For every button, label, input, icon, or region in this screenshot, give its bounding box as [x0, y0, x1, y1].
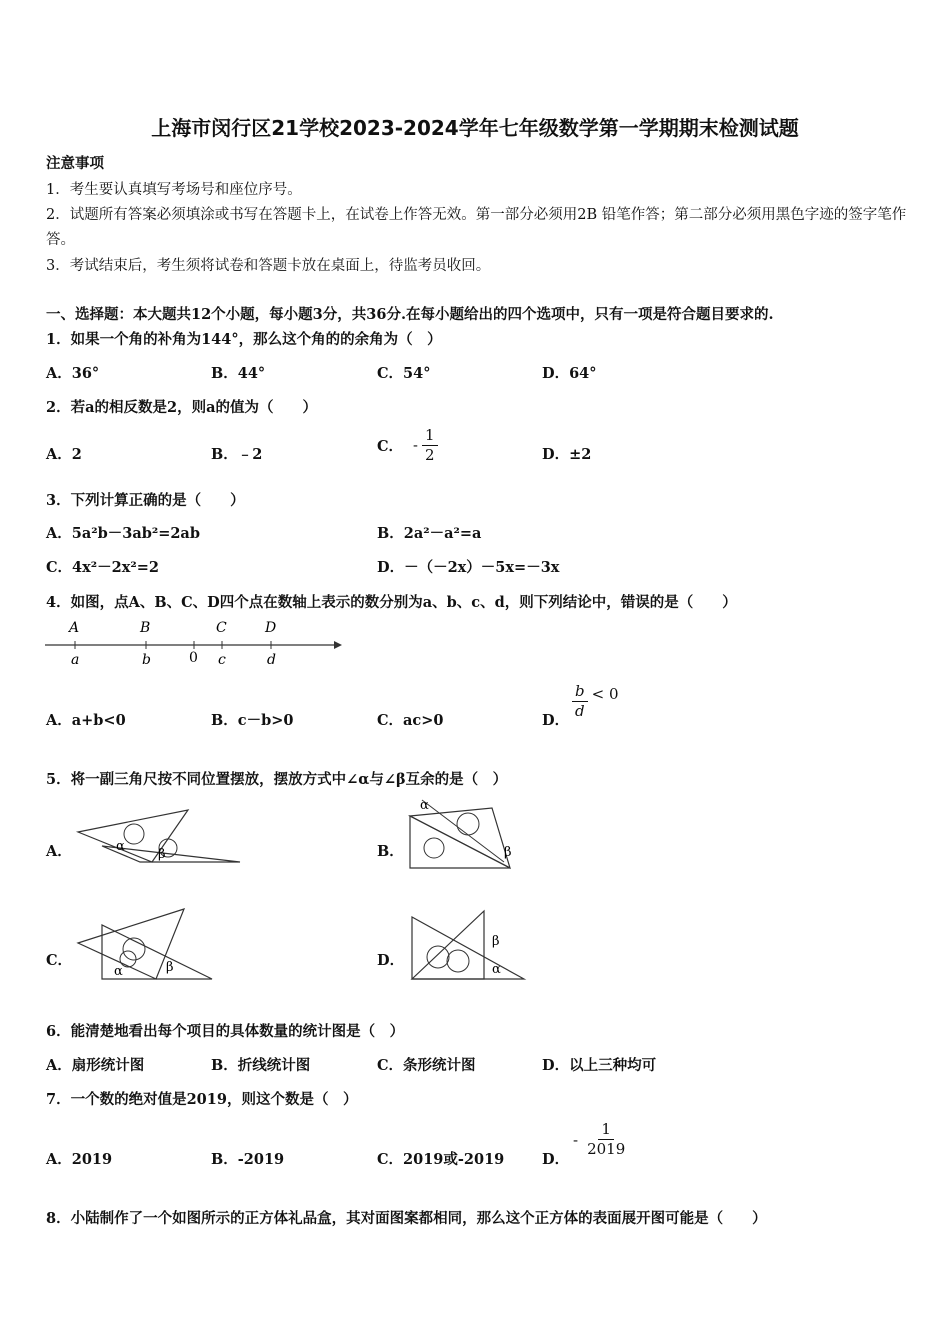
- ruler-hole-2: [447, 950, 469, 972]
- point-label-a: A: [69, 620, 80, 636]
- point-label-d: D: [265, 620, 277, 636]
- q4-option-d-expression: [572, 684, 619, 719]
- q7-option-d-fraction: [584, 1122, 628, 1157]
- q4-option-d-inequality: < 0: [591, 684, 619, 703]
- notice-heading: 注意事项: [46, 155, 104, 172]
- q7-option-d-numerator: 1: [598, 1122, 614, 1140]
- q1-option-a: A．36°: [46, 365, 100, 382]
- q4-option-b: B．c－b>0: [211, 712, 294, 729]
- q4-option-d-numerator: b: [572, 684, 588, 702]
- q5-figure-c: [72, 905, 218, 985]
- q4-option-c: C．ac>0: [377, 712, 444, 729]
- q2-stem: 2．若a的相反数是2，则a的值为（ ）: [46, 399, 317, 416]
- q3-option-c: C．4x²－2x²=2: [46, 559, 159, 576]
- q7-stem: 7．一个数的绝对值是2019，则这个数是（ ）: [46, 1091, 358, 1108]
- q6-option-b: B．折线统计图: [211, 1057, 311, 1074]
- q2-option-b: B．﹣2: [211, 446, 263, 463]
- point-label-c: C: [216, 620, 227, 636]
- q5-option-d-label: D．: [377, 952, 405, 969]
- value-label-a: a: [71, 652, 80, 668]
- ruler-hole-1: [457, 813, 479, 835]
- q1-option-b: B．44°: [211, 365, 266, 382]
- point-label-b: B: [140, 620, 151, 636]
- value-label-d: d: [267, 652, 276, 668]
- q5-figure-d: [404, 905, 530, 985]
- q4-option-d-fraction: [572, 684, 588, 719]
- notice-item-3: 3．考试结束后，考生须将试卷和答题卡放在桌面上，待监考员收回。: [46, 258, 491, 274]
- q7-option-d-sign: -: [573, 1130, 579, 1149]
- ruler-hole-2: [424, 838, 444, 858]
- q4-option-d-label: D．: [542, 712, 570, 729]
- q4-number-line-figure: [42, 616, 342, 672]
- notice-item-2: 2．试题所有答案必须填涂或书写在答题卡上，在试卷上作答无效。第一部分必须用2B 铅笔作答；第二部分必须用黑色字迹的签字笔作答。: [46, 207, 907, 248]
- q5-option-a-label: A．: [46, 843, 72, 860]
- q5-option-b-label: B．: [377, 843, 404, 860]
- q1-option-d: D．64°: [542, 365, 597, 382]
- q6-option-a: A．扇形统计图: [46, 1057, 145, 1074]
- q7-option-a: A．2019: [46, 1151, 113, 1168]
- angle-alpha-b: α: [420, 798, 429, 813]
- q8-stem: 8．小陆制作了一个如图所示的正方体礼品盒，其对面图案都相同，那么这个正方体的表面展开图可能是（ ）: [46, 1210, 767, 1227]
- q2-option-c-denominator: 2: [424, 446, 435, 464]
- q4-option-d-denominator: d: [575, 702, 585, 720]
- angle-beta-b: β: [504, 845, 512, 860]
- ruler-hole-1: [124, 824, 144, 844]
- q7-option-d-label: D．: [542, 1151, 570, 1168]
- angle-alpha-c: α: [114, 964, 123, 979]
- angle-beta-c: β: [166, 960, 174, 975]
- q5-figure-a: [72, 804, 244, 870]
- notice-item-1: 1．考生要认真填写考场号和座位序号。: [46, 182, 302, 198]
- q5-option-c-label: C．: [46, 952, 73, 969]
- q7-option-b: B．-2019: [211, 1151, 285, 1168]
- angle-alpha-d: α: [492, 962, 501, 977]
- value-label-c: c: [218, 652, 226, 668]
- q4-option-a: A．a+b<0: [46, 712, 126, 729]
- q6-option-d: D．以上三种均可: [542, 1057, 657, 1074]
- page-title: 上海市闵行区21学校2023-2024学年七年级数学第一学期期末检测试题: [151, 116, 799, 140]
- angle-beta-a: β: [158, 847, 166, 862]
- q2-option-c-fraction: [422, 428, 438, 463]
- q5-stem: 5．将一副三角尺按不同位置摆放，摆放方式中∠α与∠β互余的是（ ）: [46, 771, 508, 788]
- q7-option-c: C．2019或-2019: [377, 1151, 505, 1168]
- q2-option-c: [377, 428, 438, 463]
- q6-stem: 6．能清楚地看出每个项目的具体数量的统计图是（ ）: [46, 1023, 405, 1040]
- q2-option-c-sign: -: [413, 437, 418, 454]
- q3-option-a: A．5a²b－3ab²=2ab: [46, 525, 200, 542]
- angle-beta-d: β: [492, 934, 500, 949]
- q3-stem: 3．下列计算正确的是（ ）: [46, 492, 245, 509]
- ruler-edge: [422, 800, 504, 862]
- section-heading: 一、选择题：本大题共12个小题，每小题3分，共36分.在每小题给出的四个选项中，只有一项是符合题目要求的.: [46, 306, 774, 323]
- q3-option-b: B．2a²－a²=a: [377, 525, 482, 542]
- ruler-hole-1: [427, 946, 449, 968]
- q2-option-c-numerator: 1: [422, 428, 438, 446]
- q2-option-d: D．±2: [542, 446, 592, 463]
- angle-alpha-a: α: [116, 839, 125, 854]
- q2-option-a: A．2: [46, 446, 82, 463]
- q1-option-c: C．54°: [377, 365, 431, 382]
- q6-option-c: C．条形统计图: [377, 1057, 476, 1074]
- q5-figure-b: [404, 796, 524, 872]
- number-line-arrow-icon: [334, 641, 342, 649]
- q4-stem: 4．如图，点A、B、C、D四个点在数轴上表示的数分别为a、b、c、d，则下列结论中，错误的是（ ）: [46, 594, 737, 611]
- q2-option-c-label: C．: [377, 438, 404, 455]
- triangle-ruler-2: [412, 911, 484, 979]
- q3-option-d: D．－（－2x）－5x=－3x: [377, 559, 560, 576]
- q1-stem: 1．如果一个角的补角为144°，那么这个角的的余角为（ ）: [46, 331, 442, 348]
- q7-option-d-denominator: 2019: [587, 1140, 626, 1158]
- q7-option-d-expression: [573, 1122, 628, 1157]
- value-label-zero: 0: [189, 650, 198, 666]
- value-label-b: b: [142, 652, 151, 668]
